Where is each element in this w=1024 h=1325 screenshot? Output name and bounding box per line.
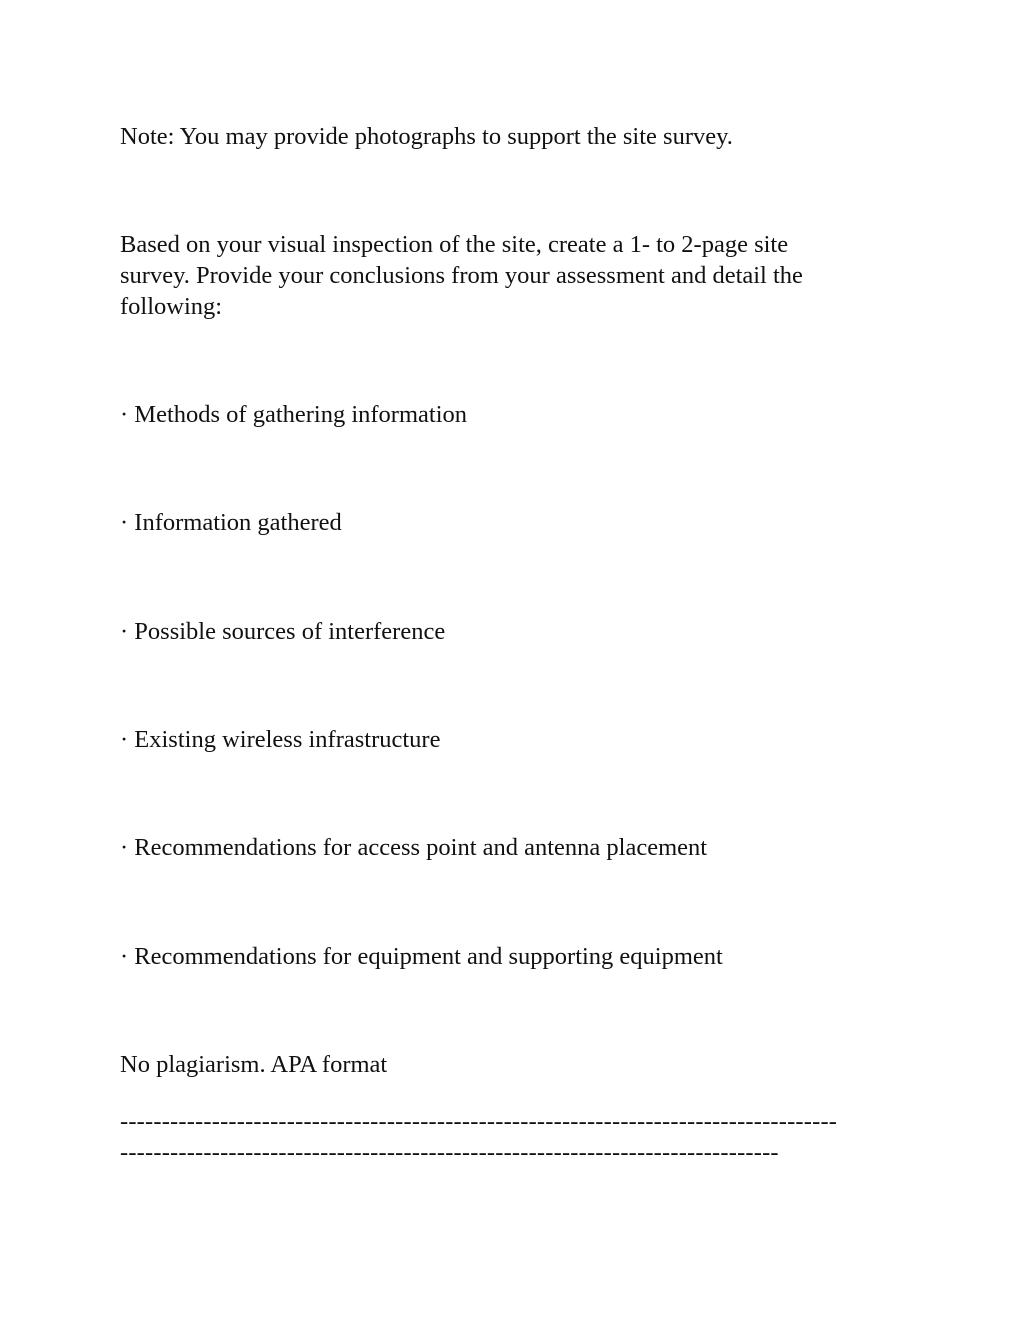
bullet-item-infrastructure: · Existing wireless infrastructure — [120, 726, 441, 753]
instructions-line-3: following: — [120, 293, 223, 320]
separator-line-1: -------------------------------------------------------------------------------------- — [120, 1108, 838, 1135]
instructions-line-2: survey. Provide your conclusions from your assessment and detail the — [120, 262, 803, 289]
bullet-item-ap-placement: · Recommendations for access point and antenna placement — [120, 834, 708, 861]
bullet-item-information: · Information gathered — [120, 509, 342, 536]
separator-line-2: ------------------------------------------------------------------------------- — [120, 1139, 779, 1166]
bullet-item-methods: · Methods of gathering information — [120, 401, 468, 428]
instructions-line-1: Based on your visual inspection of the site, create a 1- to 2-page site — [120, 231, 789, 258]
note-text: Note: You may provide photographs to support the site survey. — [120, 123, 733, 150]
bullet-item-equipment: · Recommendations for equipment and supporting equipment — [120, 943, 723, 970]
bullet-item-interference: · Possible sources of interference — [120, 618, 446, 645]
closing-text: No plagiarism. APA format — [120, 1051, 388, 1078]
